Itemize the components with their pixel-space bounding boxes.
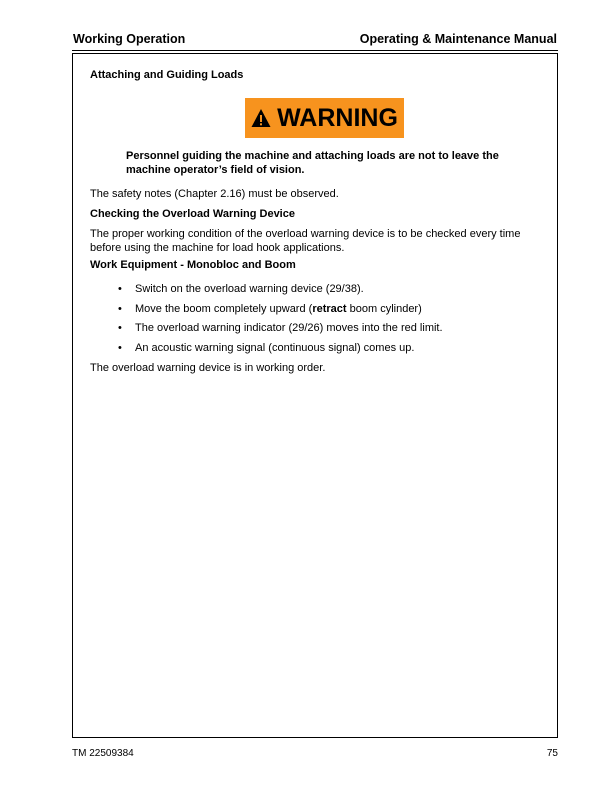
section-title-attaching-loads: Attaching and Guiding Loads <box>90 69 244 81</box>
overload-check-paragraph: The proper working condition of the overload warning device is to be checked every time before using the machine for load hook applications. <box>90 228 521 254</box>
section-title-overload-check: Checking the Overload Warning Device <box>90 208 295 220</box>
list-item <box>118 283 443 303</box>
list-item <box>118 322 443 342</box>
procedure-list <box>118 283 443 361</box>
warning-label: WARNING <box>277 103 398 132</box>
header-divider <box>72 50 558 51</box>
list-item-emphasis: retract <box>312 302 347 315</box>
list-item-text: An acoustic warning signal (continuous signal) comes up. <box>135 341 415 354</box>
list-item-text-post: boom cylinder) <box>346 302 422 315</box>
list-item <box>118 303 443 323</box>
bullet-icon: • <box>118 283 122 295</box>
section-title-work-equipment: Work Equipment - Monobloc and Boom <box>90 259 296 271</box>
bullet-icon: • <box>118 302 122 315</box>
header-section-title: Working Operation <box>73 32 186 46</box>
list-item-text-pre: Move the boom completely upward ( <box>135 302 313 315</box>
footer-doc-id: TM 22509384 <box>72 748 134 759</box>
bullet-icon: • <box>118 341 122 354</box>
list-item-text: The overload warning indicator (29/26) moves into the red limit. <box>135 322 443 334</box>
header-manual-title: Operating & Maintenance Manual <box>359 32 557 46</box>
list-item <box>118 342 443 362</box>
warning-banner <box>245 98 404 138</box>
warning-triangle-icon <box>251 108 271 128</box>
safety-note: The safety notes (Chapter 2.16) must be observed. <box>90 188 339 200</box>
warning-text: Personnel guiding the machine and attaching loads are not to leave the machine operator’s field of vision. <box>126 150 499 176</box>
list-item-text: Switch on the overload warning device (29/38). <box>135 283 364 295</box>
page-number: 75 <box>546 748 558 759</box>
conclusion-text: The overload warning device is in working order. <box>90 362 326 374</box>
bullet-icon: • <box>118 322 122 334</box>
